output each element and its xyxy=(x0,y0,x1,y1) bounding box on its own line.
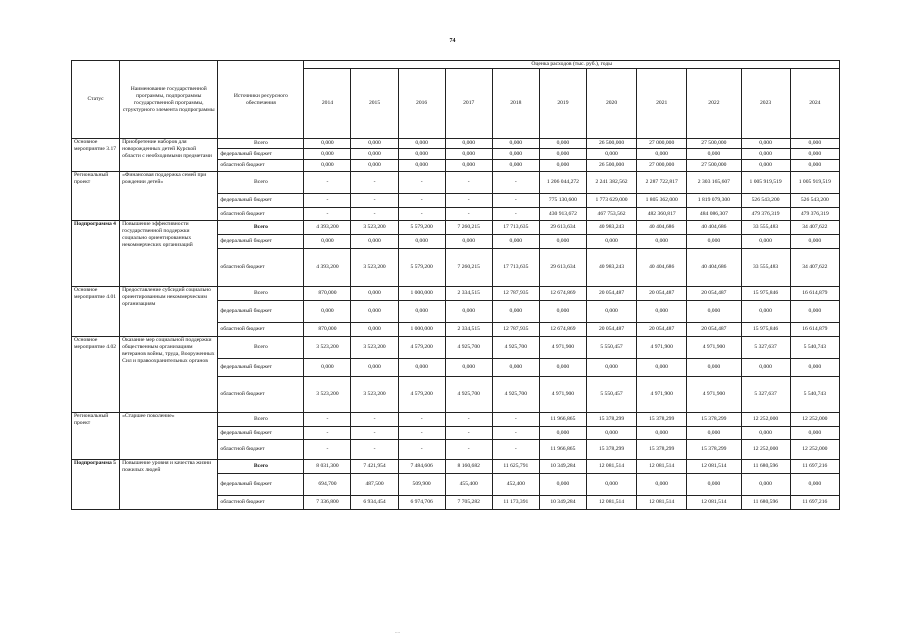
value-cell: - xyxy=(351,427,398,440)
value-cell: 15 378,299 xyxy=(687,440,741,460)
value-cell: 11 966,865 xyxy=(539,413,586,427)
value-cell: 11 697,216 xyxy=(790,496,839,510)
value-cell: 0,000 xyxy=(445,235,492,249)
row-source: Всего xyxy=(218,460,304,474)
table-row xyxy=(72,337,840,359)
value-cell: 40 983,243 xyxy=(586,221,636,235)
value-cell: 16 614,879 xyxy=(790,323,839,337)
value-cell: 1 773 629,000 xyxy=(586,194,636,208)
value-cell: 10 349,284 xyxy=(539,460,586,474)
value-cell: 5 579,200 xyxy=(398,221,445,235)
value-cell: 4 925,700 xyxy=(492,337,539,359)
value-cell: - xyxy=(445,440,492,460)
row-source: федеральный бюджет xyxy=(218,235,304,249)
value-cell: 870,000 xyxy=(304,287,351,301)
value-cell: 0,000 xyxy=(687,474,741,496)
value-cell: 15 378,299 xyxy=(637,440,687,460)
value-cell: 2 334,515 xyxy=(445,323,492,337)
value-cell: 12 081,514 xyxy=(637,496,687,510)
value-cell: 0,000 xyxy=(398,235,445,249)
value-cell: 11 697,216 xyxy=(790,460,839,474)
value-cell: - xyxy=(304,194,351,208)
row-source: федеральный бюджет xyxy=(218,474,304,496)
row-source: федеральный бюджет xyxy=(218,301,304,323)
value-cell: 20 054,487 xyxy=(586,323,636,337)
row-name: Предоставление субсидий социально ориентированным некоммерческим организациям xyxy=(120,287,218,337)
value-cell: - xyxy=(398,427,445,440)
value-cell: 0,000 xyxy=(586,427,636,440)
value-cell: 0,000 xyxy=(398,359,445,377)
value-cell: 2 334,515 xyxy=(445,287,492,301)
value-cell: 0,000 xyxy=(351,301,398,323)
value-cell: 4 393,200 xyxy=(304,249,351,287)
value-cell: - xyxy=(351,172,398,194)
value-cell: 0,000 xyxy=(351,139,398,149)
value-cell: 0,000 xyxy=(637,474,687,496)
value-cell: - xyxy=(304,427,351,440)
value-cell: 4 925,700 xyxy=(445,377,492,413)
value-cell: 20 054,487 xyxy=(637,287,687,301)
value-cell: 2 303 165,607 xyxy=(687,172,741,194)
value-cell: 870,000 xyxy=(304,323,351,337)
value-cell: 17 713,635 xyxy=(492,249,539,287)
row-name: «Финансовая поддержка семей при рождении детей» xyxy=(120,172,218,221)
value-cell: 0,000 xyxy=(790,474,839,496)
value-cell: 509,900 xyxy=(398,474,445,496)
row-source: Всего xyxy=(218,287,304,301)
row-name: Повышение эффективности государственной поддержки социально ориентированных некоммерческих организаций xyxy=(120,221,218,287)
value-cell: 0,000 xyxy=(586,149,636,160)
value-cell: 4 579,200 xyxy=(398,377,445,413)
value-cell: 0,000 xyxy=(741,474,790,496)
table-row xyxy=(72,460,840,474)
header-year-2021: 2021 xyxy=(637,69,687,139)
value-cell: 0,000 xyxy=(586,359,636,377)
value-cell: 0,000 xyxy=(586,301,636,323)
value-cell: 1 819 079,300 xyxy=(687,194,741,208)
value-cell: 0,000 xyxy=(790,301,839,323)
value-cell: 0,000 xyxy=(351,359,398,377)
value-cell: 0,000 xyxy=(351,235,398,249)
row-status: Основное мероприятие 4.01 xyxy=(72,287,120,337)
value-cell: 0,000 xyxy=(304,160,351,172)
value-cell: 487,500 xyxy=(351,474,398,496)
value-cell: 4 971,900 xyxy=(539,337,586,359)
value-cell: 4 925,700 xyxy=(492,377,539,413)
value-cell: 40 404,686 xyxy=(687,221,741,235)
value-cell: 0,000 xyxy=(539,139,586,149)
value-cell: 0,000 xyxy=(687,359,741,377)
page-number: 74 xyxy=(449,38,456,44)
value-cell: 4 971,900 xyxy=(539,377,586,413)
value-cell: - xyxy=(351,413,398,427)
value-cell: 775 130,600 xyxy=(539,194,586,208)
value-cell: 12 252,000 xyxy=(741,413,790,427)
value-cell: 0,000 xyxy=(445,359,492,377)
value-cell: 5 540,743 xyxy=(790,377,839,413)
value-cell: 0,000 xyxy=(741,139,790,149)
value-cell: 15 378,299 xyxy=(637,413,687,427)
row-source: Всего xyxy=(218,413,304,427)
header-year-2020: 2020 xyxy=(586,69,636,139)
row-name: Приобретение наборов для новорожденных детей Курской области с необходимыми предметами xyxy=(120,139,218,172)
value-cell: 5 550,457 xyxy=(586,337,636,359)
value-cell: 12 787,935 xyxy=(492,287,539,301)
value-cell: 0,000 xyxy=(637,427,687,440)
header-source: Источники ресурсного обеспечения xyxy=(218,61,304,139)
value-cell: 12 674,869 xyxy=(539,323,586,337)
value-cell: 4 925,700 xyxy=(445,337,492,359)
value-cell: 0,000 xyxy=(687,301,741,323)
value-cell: 12 081,514 xyxy=(687,496,741,510)
value-cell: 1 005 919,519 xyxy=(790,172,839,194)
value-cell: 0,000 xyxy=(790,160,839,172)
header-year-2024: 2024 xyxy=(790,69,839,139)
value-cell: - xyxy=(445,427,492,440)
value-cell: - xyxy=(445,208,492,221)
header-year-2022: 2022 xyxy=(687,69,741,139)
value-cell: 5 327,637 xyxy=(741,337,790,359)
page-footer-mark: .... xyxy=(395,630,400,635)
value-cell: 4 971,900 xyxy=(687,377,741,413)
value-cell: 2 287 722,817 xyxy=(637,172,687,194)
value-cell: 0,000 xyxy=(351,160,398,172)
header-year-2023: 2023 xyxy=(741,69,790,139)
value-cell: 33 555,483 xyxy=(741,249,790,287)
row-status: Подпрограмма 4 xyxy=(72,221,120,287)
value-cell: 4 971,900 xyxy=(687,337,741,359)
row-source: областной бюджет xyxy=(218,249,304,287)
value-cell: 430 913,672 xyxy=(539,208,586,221)
value-cell: 0,000 xyxy=(790,139,839,149)
value-cell: - xyxy=(492,413,539,427)
header-year-2014: 2014 xyxy=(304,69,351,139)
value-cell: 15 975,846 xyxy=(741,287,790,301)
value-cell: 20 054,487 xyxy=(586,287,636,301)
value-cell: 479 376,319 xyxy=(790,208,839,221)
value-cell: 0,000 xyxy=(492,149,539,160)
value-cell: 3 523,200 xyxy=(351,377,398,413)
value-cell: - xyxy=(492,194,539,208)
row-status: Основное мероприятие 4.02 xyxy=(72,337,120,413)
value-cell: 27 500,000 xyxy=(687,139,741,149)
value-cell: 0,000 xyxy=(637,149,687,160)
value-cell: 27 000,000 xyxy=(637,139,687,149)
row-source: федеральный бюджет xyxy=(218,194,304,208)
value-cell: 7 336,800 xyxy=(304,496,351,510)
header-year-2015: 2015 xyxy=(351,69,398,139)
value-cell: 6 974,706 xyxy=(398,496,445,510)
row-source: Всего xyxy=(218,139,304,149)
value-cell: 467 753,562 xyxy=(586,208,636,221)
value-cell: 12 674,869 xyxy=(539,287,586,301)
value-cell: 11 625,791 xyxy=(492,460,539,474)
value-cell: 0,000 xyxy=(398,301,445,323)
value-cell: 0,000 xyxy=(539,359,586,377)
value-cell: 0,000 xyxy=(351,323,398,337)
value-cell: 0,000 xyxy=(539,149,586,160)
row-name: Повышение уровня и качества жизни пожилых людей xyxy=(120,460,218,510)
value-cell: 11 680,596 xyxy=(741,496,790,510)
value-cell: 40 404,686 xyxy=(687,249,741,287)
value-cell: 12 081,514 xyxy=(687,460,741,474)
row-status: Региональный проект xyxy=(72,413,120,460)
value-cell: 20 054,487 xyxy=(637,323,687,337)
value-cell: 0,000 xyxy=(637,359,687,377)
value-cell: 5 327,637 xyxy=(741,377,790,413)
header-year-2018: 2018 xyxy=(492,69,539,139)
value-cell: 4 971,900 xyxy=(637,377,687,413)
value-cell: 482 360,817 xyxy=(637,208,687,221)
value-cell: 0,000 xyxy=(304,149,351,160)
value-cell: 0,000 xyxy=(351,149,398,160)
value-cell: 5 540,743 xyxy=(790,337,839,359)
row-status: Региональный проект xyxy=(72,172,120,221)
value-cell: 0,000 xyxy=(741,149,790,160)
value-cell: 0,000 xyxy=(790,359,839,377)
value-cell: - xyxy=(304,413,351,427)
value-cell: - xyxy=(398,172,445,194)
value-cell: 3 523,200 xyxy=(304,377,351,413)
value-cell: 1 805 362,000 xyxy=(637,194,687,208)
value-cell: 7 260,215 xyxy=(445,249,492,287)
value-cell: 7 260,215 xyxy=(445,221,492,235)
row-source: областной бюджет xyxy=(218,208,304,221)
value-cell: 11 173,391 xyxy=(492,496,539,510)
value-cell: 0,000 xyxy=(398,160,445,172)
value-cell: 12 081,514 xyxy=(586,496,636,510)
value-cell: 4 393,200 xyxy=(304,221,351,235)
table-row xyxy=(72,221,840,235)
value-cell: - xyxy=(304,172,351,194)
value-cell: 526 543,200 xyxy=(741,194,790,208)
row-name: «Старшее поколение» xyxy=(120,413,218,460)
value-cell: 0,000 xyxy=(445,149,492,160)
row-status: Подпрограмма 5 xyxy=(72,460,120,510)
value-cell: 0,000 xyxy=(445,139,492,149)
value-cell: 15 378,299 xyxy=(586,413,636,427)
value-cell: 1 005 919,519 xyxy=(741,172,790,194)
value-cell: 0,000 xyxy=(741,301,790,323)
value-cell: - xyxy=(398,194,445,208)
table-row xyxy=(72,413,840,427)
value-cell: 4 579,200 xyxy=(398,337,445,359)
row-source: областной бюджет xyxy=(218,160,304,172)
value-cell: 0,000 xyxy=(304,301,351,323)
value-cell: 0,000 xyxy=(492,359,539,377)
value-cell: - xyxy=(398,208,445,221)
value-cell: 0,000 xyxy=(790,235,839,249)
row-source: областной бюджет xyxy=(218,377,304,413)
value-cell: 0,000 xyxy=(351,287,398,301)
value-cell: 0,000 xyxy=(687,235,741,249)
value-cell: 8 160,682 xyxy=(445,460,492,474)
value-cell: 15 378,299 xyxy=(586,440,636,460)
value-cell: 29 613,634 xyxy=(539,249,586,287)
row-source: федеральный бюджет xyxy=(218,149,304,160)
value-cell: 1 000,000 xyxy=(398,287,445,301)
value-cell: 0,000 xyxy=(687,427,741,440)
value-cell: 3 523,200 xyxy=(351,337,398,359)
header-estimate: Оценка расходов (тыс. руб.), годы xyxy=(304,61,840,69)
value-cell: - xyxy=(351,194,398,208)
value-cell: 4 971,900 xyxy=(637,337,687,359)
row-source: областной бюджет xyxy=(218,496,304,510)
row-source: областной бюджет xyxy=(218,440,304,460)
value-cell: 40 404,686 xyxy=(637,221,687,235)
value-cell: 0,000 xyxy=(790,149,839,160)
value-cell: - xyxy=(492,172,539,194)
value-cell: 7 484,606 xyxy=(398,460,445,474)
value-cell: 33 555,483 xyxy=(741,221,790,235)
header-name: Наименование государственной программы, подпрограммы государственной программы, структурного элемента подпрограммы xyxy=(120,61,218,139)
value-cell: 0,000 xyxy=(586,235,636,249)
value-cell: 0,000 xyxy=(445,301,492,323)
value-cell: - xyxy=(304,440,351,460)
value-cell: 0,000 xyxy=(586,474,636,496)
row-source: Всего xyxy=(218,337,304,359)
value-cell: 27 000,000 xyxy=(637,160,687,172)
value-cell: 455,400 xyxy=(445,474,492,496)
value-cell: 0,000 xyxy=(492,235,539,249)
value-cell: 0,000 xyxy=(539,160,586,172)
value-cell: 12 252,000 xyxy=(790,440,839,460)
value-cell: - xyxy=(445,413,492,427)
header-year-2019: 2019 xyxy=(539,69,586,139)
value-cell: 0,000 xyxy=(741,359,790,377)
value-cell: - xyxy=(398,440,445,460)
value-cell: 26 500,000 xyxy=(586,139,636,149)
value-cell: 484 086,307 xyxy=(687,208,741,221)
row-source: Всего xyxy=(218,221,304,235)
value-cell: 0,000 xyxy=(445,160,492,172)
table-row xyxy=(72,172,840,194)
row-source: областной бюджет xyxy=(218,323,304,337)
value-cell: 0,000 xyxy=(637,235,687,249)
value-cell: 6 934,454 xyxy=(351,496,398,510)
table-row xyxy=(72,287,840,301)
value-cell: 0,000 xyxy=(687,149,741,160)
value-cell: 34 407,622 xyxy=(790,221,839,235)
row-status: Основное мероприятие 3.17 xyxy=(72,139,120,172)
value-cell: 15 975,846 xyxy=(741,323,790,337)
value-cell: 12 081,514 xyxy=(586,460,636,474)
header-year-2016: 2016 xyxy=(398,69,445,139)
value-cell: 526 543,200 xyxy=(790,194,839,208)
header-status: Статус xyxy=(72,61,120,139)
value-cell: 452,400 xyxy=(492,474,539,496)
value-cell: - xyxy=(492,440,539,460)
value-cell: 0,000 xyxy=(539,301,586,323)
value-cell: 0,000 xyxy=(304,235,351,249)
value-cell: 27 500,000 xyxy=(687,160,741,172)
row-name: Оказание мер социальной поддержки общественным организациям ветеранов войны, труда, Вооруженных Сил и правоохранительных органов xyxy=(120,337,218,413)
row-source: федеральный бюджет xyxy=(218,427,304,440)
value-cell: 7 421,954 xyxy=(351,460,398,474)
value-cell: 0,000 xyxy=(304,359,351,377)
value-cell: 40 404,686 xyxy=(637,249,687,287)
value-cell: - xyxy=(445,172,492,194)
value-cell: 0,000 xyxy=(741,427,790,440)
table-row xyxy=(72,139,840,149)
row-source: Всего xyxy=(218,172,304,194)
value-cell: 0,000 xyxy=(741,235,790,249)
value-cell: 0,000 xyxy=(492,160,539,172)
value-cell: 3 523,200 xyxy=(351,221,398,235)
value-cell: 0,000 xyxy=(539,474,586,496)
value-cell: - xyxy=(492,427,539,440)
value-cell: 0,000 xyxy=(492,301,539,323)
header-year-2017: 2017 xyxy=(445,69,492,139)
value-cell: 5 550,457 xyxy=(586,377,636,413)
value-cell: 29 613,634 xyxy=(539,221,586,235)
value-cell: 2 241 382,562 xyxy=(586,172,636,194)
value-cell: 17 713,635 xyxy=(492,221,539,235)
value-cell: 0,000 xyxy=(539,427,586,440)
value-cell: - xyxy=(445,194,492,208)
value-cell: 40 983,243 xyxy=(586,249,636,287)
value-cell: 7 705,282 xyxy=(445,496,492,510)
value-cell: 479 376,319 xyxy=(741,208,790,221)
value-cell: 3 523,200 xyxy=(304,337,351,359)
value-cell: 0,000 xyxy=(741,160,790,172)
value-cell: 1 000,000 xyxy=(398,323,445,337)
value-cell: 0,000 xyxy=(492,139,539,149)
value-cell: 11 680,596 xyxy=(741,460,790,474)
value-cell: - xyxy=(492,208,539,221)
value-cell: 12 081,514 xyxy=(637,460,687,474)
budget-table xyxy=(71,60,840,510)
value-cell: - xyxy=(304,208,351,221)
value-cell: - xyxy=(351,440,398,460)
value-cell: 12 252,000 xyxy=(741,440,790,460)
value-cell: 20 054,487 xyxy=(687,323,741,337)
value-cell: 20 054,487 xyxy=(687,287,741,301)
value-cell: 16 614,879 xyxy=(790,287,839,301)
value-cell: 12 252,000 xyxy=(790,413,839,427)
value-cell: 26 500,000 xyxy=(586,160,636,172)
value-cell: 12 787,935 xyxy=(492,323,539,337)
value-cell: 0,000 xyxy=(304,139,351,149)
value-cell: 11 966,865 xyxy=(539,440,586,460)
value-cell: 3 523,200 xyxy=(351,249,398,287)
value-cell: - xyxy=(398,413,445,427)
value-cell: 10 349,284 xyxy=(539,496,586,510)
value-cell: - xyxy=(351,208,398,221)
value-cell: 0,000 xyxy=(790,427,839,440)
value-cell: 0,000 xyxy=(539,235,586,249)
value-cell: 15 378,299 xyxy=(687,413,741,427)
value-cell: 0,000 xyxy=(398,139,445,149)
value-cell: 34 407,622 xyxy=(790,249,839,287)
value-cell: 0,000 xyxy=(398,149,445,160)
value-cell: 1 206 044,272 xyxy=(539,172,586,194)
value-cell: 0,000 xyxy=(637,301,687,323)
row-source: федеральный бюджет xyxy=(218,359,304,377)
value-cell: 694,700 xyxy=(304,474,351,496)
value-cell: 8 031,300 xyxy=(304,460,351,474)
value-cell: 5 579,200 xyxy=(398,249,445,287)
